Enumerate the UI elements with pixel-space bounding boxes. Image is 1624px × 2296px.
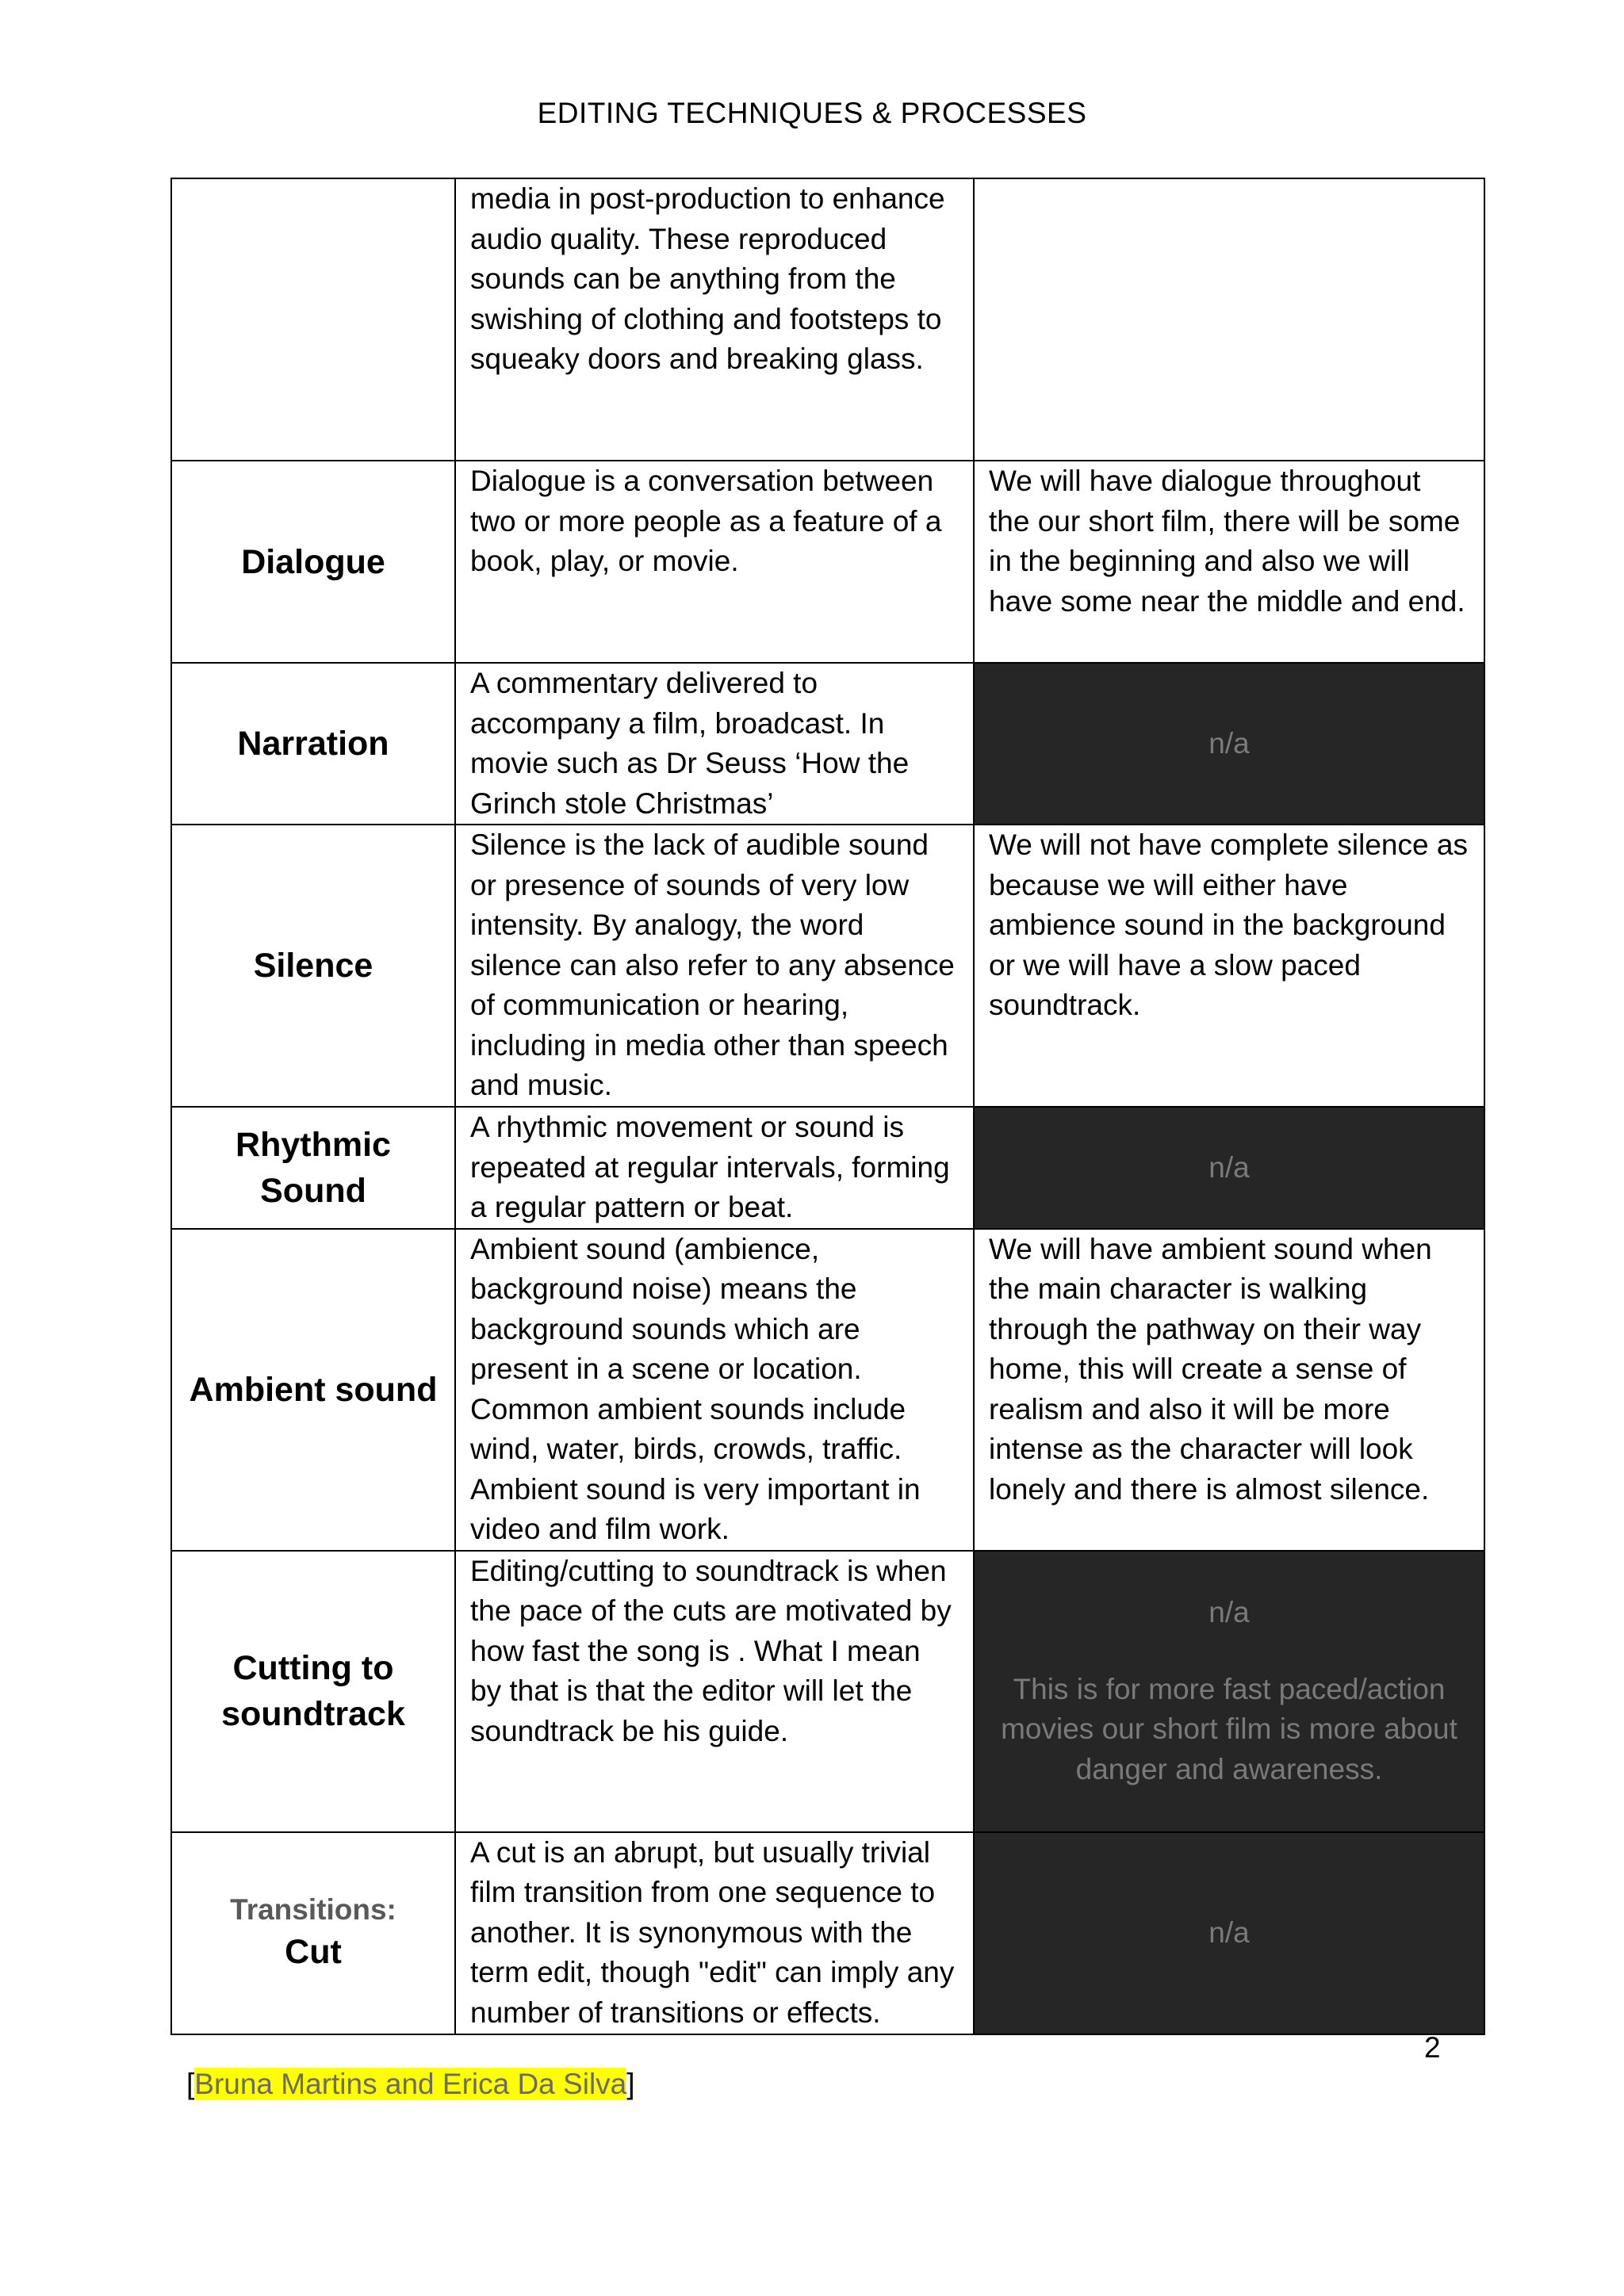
usage-cell — [974, 178, 1484, 461]
usage-cell: We will have dialogue throughout the our short film, there will be some in the beginning and also we will have some near the middle and end. — [974, 461, 1484, 663]
table-row — [171, 178, 1484, 461]
footer-close-bracket: ] — [626, 2068, 635, 2100]
definition-cell: A cut is an abrupt, but usually trivial film transition from one sequence to another. It is synonymous with the term edit, though "edit" can imply any number of transitions or effects. — [455, 1832, 974, 2034]
term-cell: Ambient sound — [171, 1229, 455, 1551]
term-line: Cut — [285, 1933, 342, 1971]
definition-cell: Silence is the lack of audible sound or presence of sounds of very low intensity. By analogy, the word silence can also refer to any absence of communication or hearing, including in media other than speech and music. — [455, 825, 974, 1107]
table-row — [171, 1107, 1484, 1229]
usage-cell-na — [974, 1551, 1484, 1832]
usage-cell-na: n/a — [974, 1107, 1484, 1229]
term-line: Cutting to — [232, 1649, 394, 1687]
footer-open-bracket: [ — [186, 2068, 195, 2100]
usage-cell: We will have ambient sound when the main character is walking through the pathway on their way home, this will create a sense of realism and also it will be more intense as the character will look lonely and there is almost silence. — [974, 1229, 1484, 1551]
table-row — [171, 1832, 1484, 2034]
term-cell: Silence — [171, 825, 455, 1107]
usage-cell-na: n/a — [974, 1832, 1484, 2034]
table-row — [171, 663, 1484, 825]
definition-cell: media in post-production to enhance audio quality. These reproduced sounds can be anything from the swishing of clothing and footsteps to squeaky doors and breaking glass. — [455, 178, 974, 461]
definition-cell: Dialogue is a conversation between two or more people as a feature of a book, play, or movie. — [455, 461, 974, 663]
term-cell — [171, 1551, 455, 1832]
table-row — [171, 1551, 1484, 1832]
usage-note: This is for more fast paced/action movies our short film is more about danger and awareness. — [1001, 1672, 1457, 1785]
table-row — [171, 825, 1484, 1107]
term-cell: Narration — [171, 663, 455, 825]
footer-authors-name: Bruna Martins and Erica Da Silva — [194, 2068, 627, 2100]
table-row — [171, 461, 1484, 663]
usage-na-label: n/a — [1208, 1596, 1250, 1628]
table-row — [171, 1229, 1484, 1551]
term-cell — [171, 178, 455, 461]
term-cell — [171, 1107, 455, 1229]
footer-authors — [186, 2068, 635, 2101]
definition-cell: Ambient sound (ambience, background noise) means the background sounds which are present in a scene or location. Common ambient sounds include wind, water, birds, crowds, traffic. Ambient sound is very important in video and film work. — [455, 1229, 974, 1551]
page-number: 2 — [1424, 2031, 1441, 2064]
term-line: soundtrack — [221, 1695, 405, 1733]
usage-cell-na: n/a — [974, 663, 1484, 825]
term-cell: Dialogue — [171, 461, 455, 663]
term-category: Transitions: — [230, 1893, 396, 1926]
definition-cell: A rhythmic movement or sound is repeated at regular intervals, forming a regular pattern or beat. — [455, 1107, 974, 1229]
term-cell — [171, 1832, 455, 2034]
editing-techniques-table — [170, 178, 1485, 2035]
term-line: Sound — [260, 1171, 366, 1210]
page-header: EDITING TECHNIQUES & PROCESSES — [537, 97, 1087, 129]
usage-cell: We will not have complete silence as because we will either have ambience sound in the background or we will have a slow paced soundtrack. — [974, 825, 1484, 1107]
term-line: Rhythmic — [236, 1125, 391, 1164]
definition-cell: Editing/cutting to soundtrack is when the pace of the cuts are motivated by how fast the song is . What I mean by that is that the editor will let the soundtrack be his guide. — [455, 1551, 974, 1832]
definition-cell: A commentary delivered to accompany a film, broadcast. In movie such as Dr Seuss ‘How the Grinch stole Christmas’ — [455, 663, 974, 825]
